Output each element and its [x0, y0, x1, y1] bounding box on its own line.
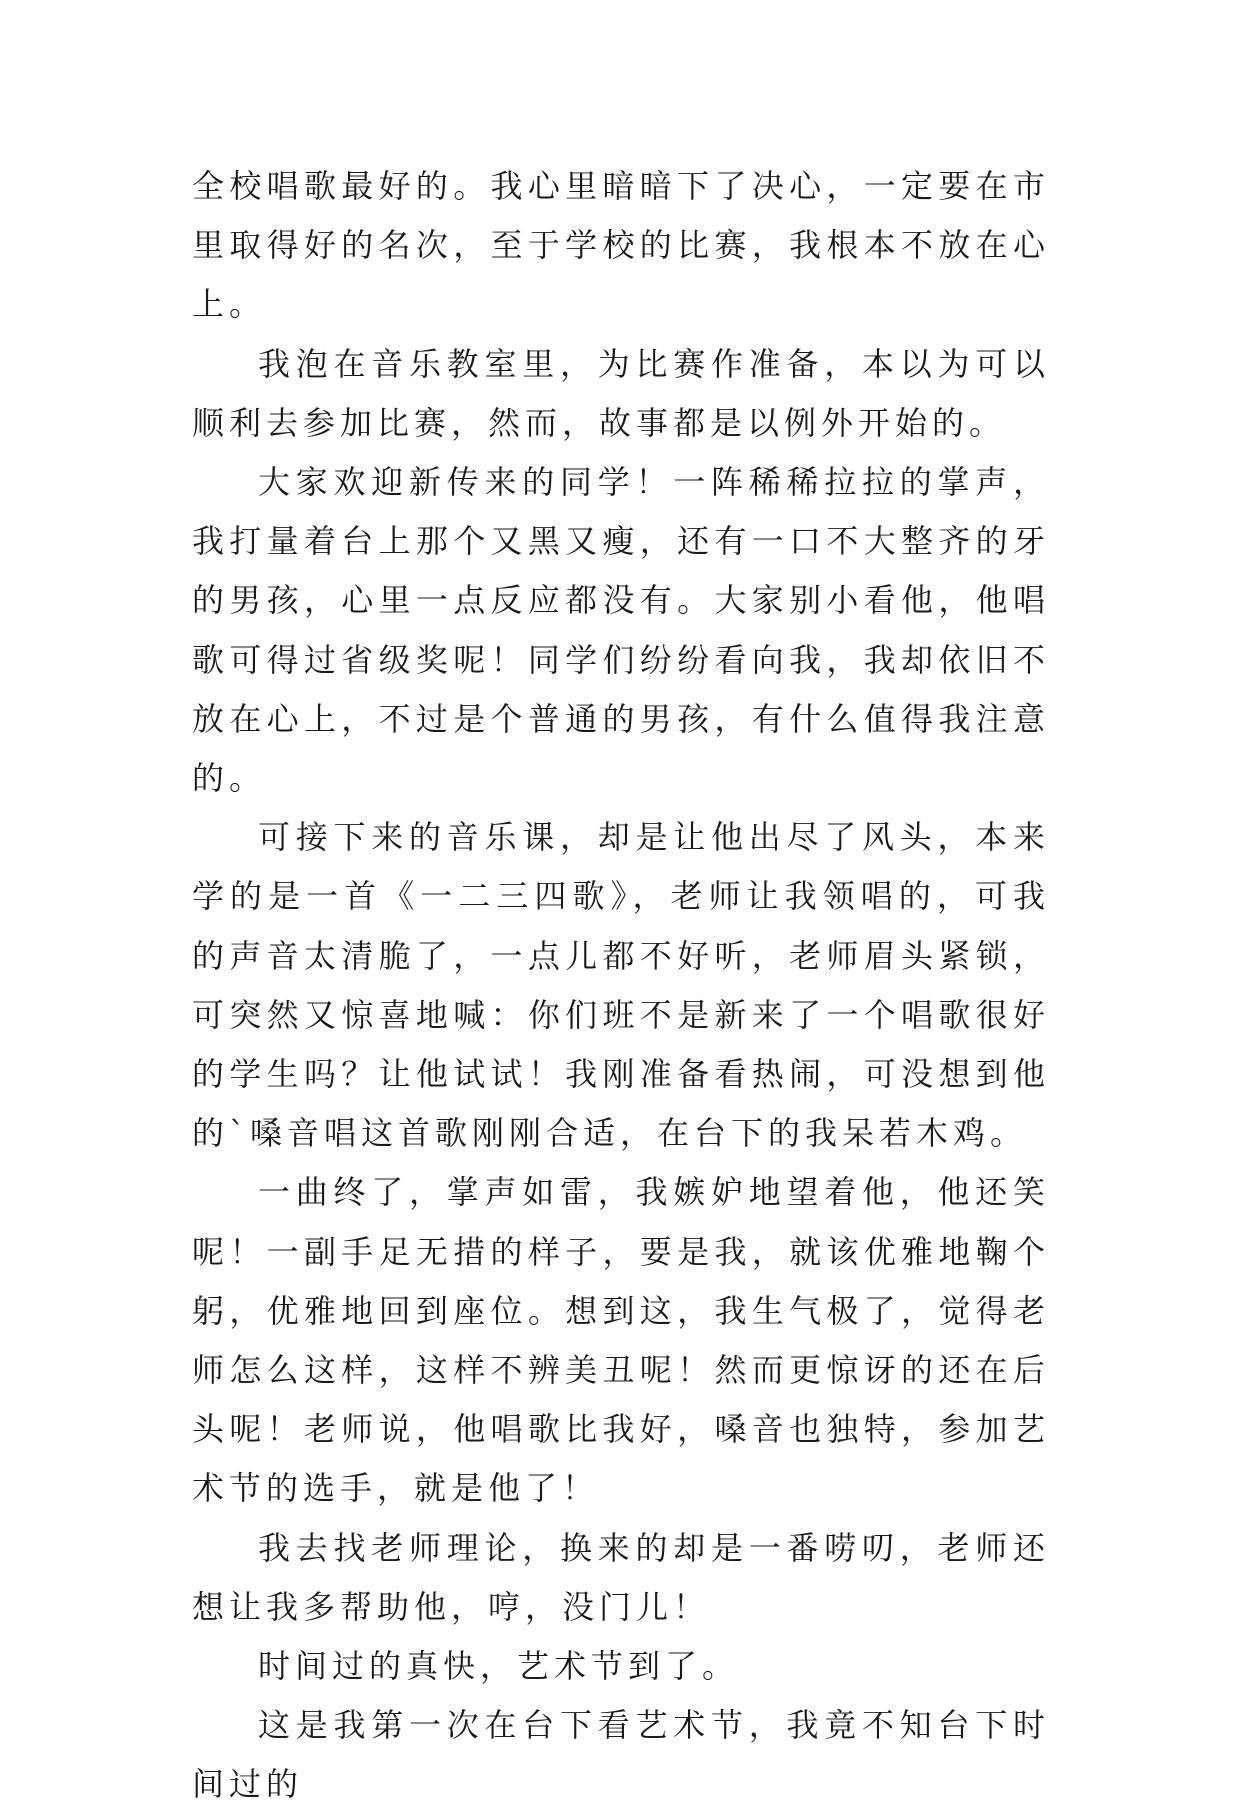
document-body	[192, 157, 1050, 1815]
paragraph: 时间过的真快，艺术节到了。	[258, 1647, 740, 1686]
paragraph: 这是我第一次在台下看艺术节，我竟不知台下时间过的	[192, 1706, 1050, 1804]
paragraph: 我去找老师理论，换来的却是一番唠叨，老师还想让我多帮助他，哼，没门儿！	[192, 1528, 1050, 1626]
paragraph: 可接下来的音乐课，却是让他出尽了风头，本来学的是一首《一二三四歌》，老师让我领唱的，可我的声音太清脆了，一点儿都不好听，老师眉头紧锁，可突然又惊喜地喊：你们班不是新来了一个唱歌很好的学生吗？让他试试！我刚准备看热闹，可没想到他的`嗓音唱这首歌刚刚合适，在台下的我呆若木鸡。	[192, 818, 1050, 1153]
paragraph: 大家欢迎新传来的同学！一阵稀稀拉拉的掌声，我打量着台上那个又黑又瘦，还有一口不大整齐的牙的男孩，心里一点反应都没有。大家别小看他，他唱歌可得过省级奖呢！同学们纷纷看向我，我却依旧不放在心上，不过是个普通的男孩，有什么值得我注意的。	[192, 463, 1050, 798]
paragraph: 我泡在音乐教室里，为比赛作准备，本以为可以顺利去参加比赛，然而，故事都是以例外开始的。	[192, 344, 1050, 442]
paragraph: 全校唱歌最好的。我心里暗暗下了决心，一定要在市里取得好的名次，至于学校的比赛，我根本不放在心上。	[192, 167, 1050, 324]
paragraph: 一曲终了，掌声如雷，我嫉妒地望着他，他还笑呢！一副手足无措的样子，要是我，就该优雅地鞠个躬，优雅地回到座位。想到这，我生气极了，觉得老师怎么这样，这样不辨美丑呢！然而更惊讶的还在后头呢！老师说，他唱歌比我好，嗓音也独特，参加艺术节的选手，就是他了！	[192, 1173, 1050, 1508]
